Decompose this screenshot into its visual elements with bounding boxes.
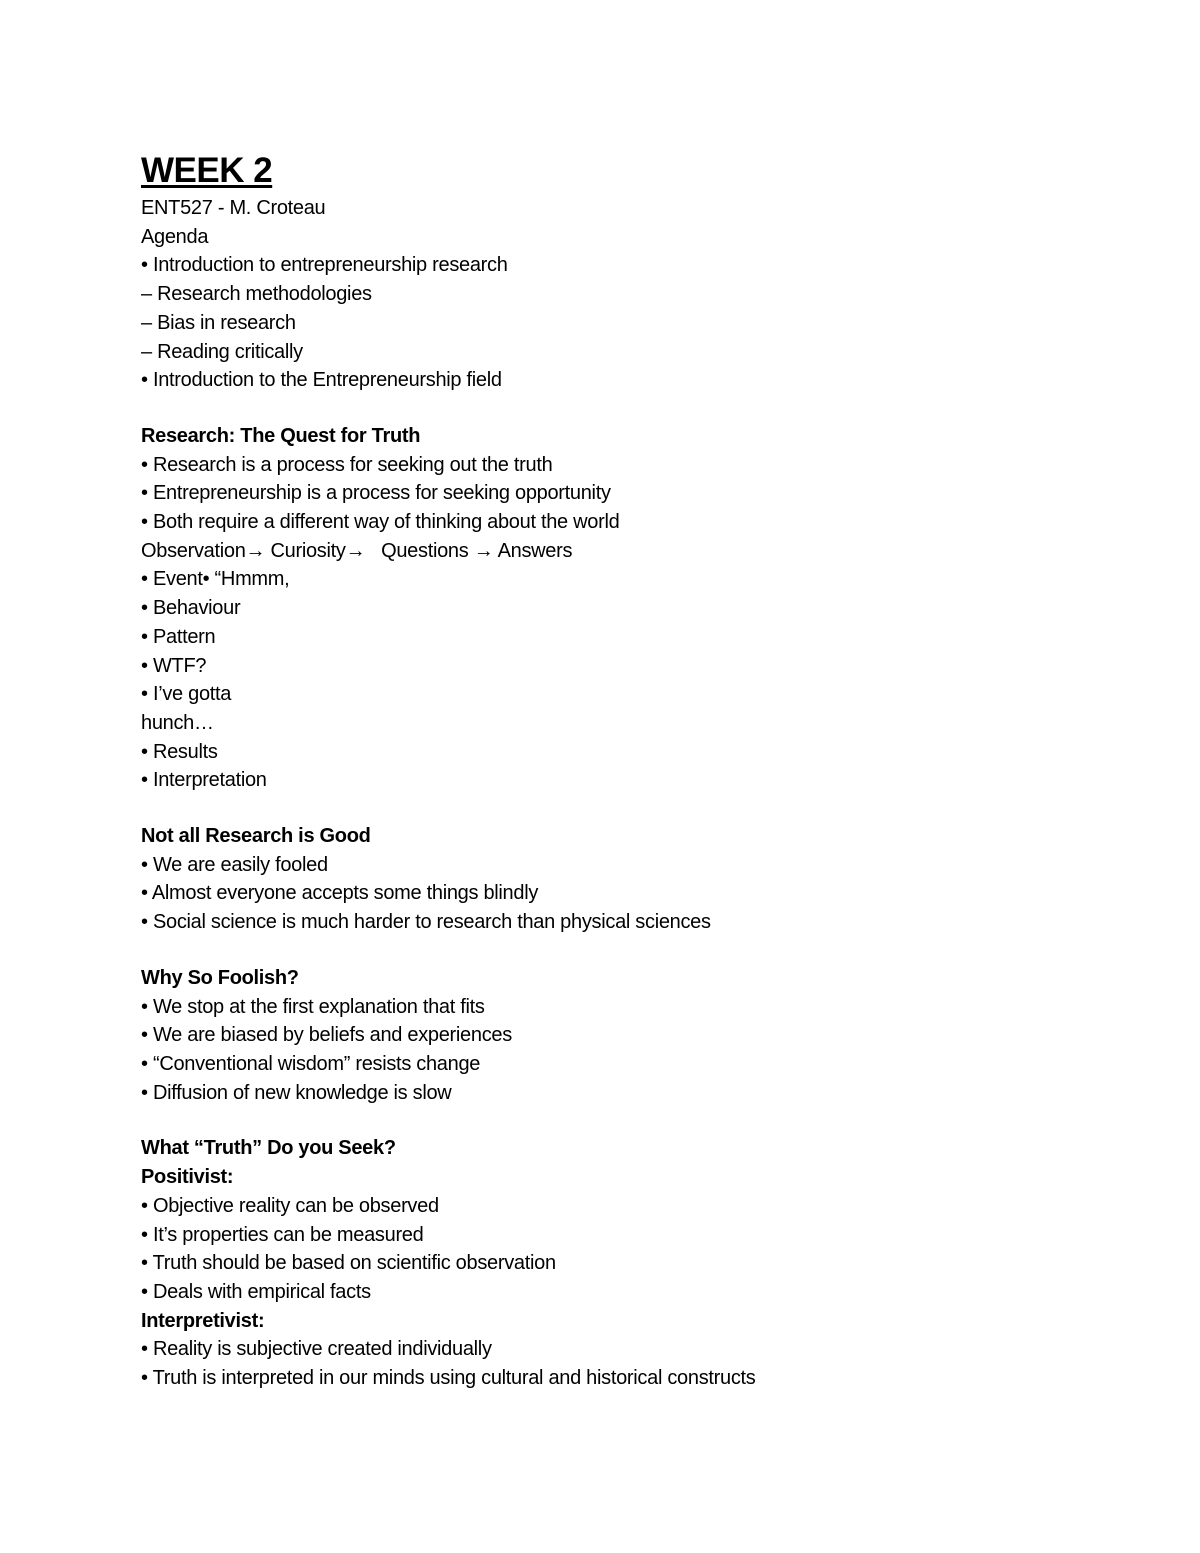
list-item: • Almost everyone accepts some things blindly (141, 882, 539, 905)
interpretivist-label: Interpretivist: (141, 1309, 265, 1332)
section-heading-not-good: Not all Research is Good (141, 825, 371, 848)
flow-line (141, 537, 1121, 566)
agenda-item: • Introduction to the Entrepreneurship field (141, 369, 502, 392)
list-item: • Reality is subjective created individually (141, 1338, 492, 1361)
list-item: • Deals with empirical facts (141, 1280, 371, 1303)
list-item: hunch… (141, 711, 214, 734)
list-item: • We are easily fooled (141, 853, 328, 876)
list-item: • It’s properties can be measured (141, 1223, 424, 1246)
list-item: • WTF? (141, 654, 207, 677)
list-item: • Truth is interpreted in our minds using cultural and historical constructs (141, 1367, 756, 1390)
document-page (141, 148, 1121, 1393)
section-heading-quest: Research: The Quest for Truth (141, 424, 421, 447)
list-item: • We stop at the first explanation that fits (141, 995, 485, 1018)
arrow-right-icon: → (345, 539, 366, 562)
agenda-item: – Research methodologies (141, 283, 372, 306)
list-item: • I’ve gotta (141, 683, 232, 706)
section-heading-truth: What “Truth” Do you Seek? (141, 1137, 396, 1160)
flow-observation: Observation (141, 539, 246, 562)
list-item: • We are biased by beliefs and experiences (141, 1024, 512, 1047)
agenda-item: – Reading critically (141, 340, 303, 363)
list-item: • Truth should be based on scientific observation (141, 1252, 556, 1275)
list-item: • Event• “Hmmm, (141, 568, 290, 591)
positivist-label: Positivist: (141, 1166, 234, 1189)
arrow-right-icon: → (473, 539, 494, 562)
list-item: • Social science is much harder to research than physical sciences (141, 911, 711, 934)
list-item: • Interpretation (141, 769, 267, 792)
list-item: • Behaviour (141, 597, 241, 620)
agenda-label: Agenda (141, 225, 209, 248)
section-heading-foolish: Why So Foolish? (141, 966, 299, 989)
list-item: • Results (141, 740, 218, 763)
agenda-item: – Bias in research (141, 311, 296, 334)
list-item: • Pattern (141, 625, 216, 648)
list-item: • “Conventional wisdom” resists change (141, 1052, 481, 1075)
flow-curiosity: Curiosity (270, 539, 346, 562)
agenda-item: • Introduction to entrepreneurship research (141, 254, 508, 277)
list-item: • Entrepreneurship is a process for seeking opportunity (141, 482, 611, 505)
list-item: • Diffusion of new knowledge is slow (141, 1081, 452, 1104)
page-title: WEEK 2 (141, 151, 273, 190)
list-item: • Objective reality can be observed (141, 1194, 439, 1217)
course-line: ENT527 - M. Croteau (141, 197, 326, 219)
flow-answers: Answers (497, 539, 573, 562)
list-item: • Both require a different way of thinking about the world (141, 511, 620, 534)
flow-questions: Questions (381, 539, 469, 562)
list-item: • Research is a process for seeking out the truth (141, 453, 553, 476)
arrow-right-icon: → (245, 539, 266, 562)
